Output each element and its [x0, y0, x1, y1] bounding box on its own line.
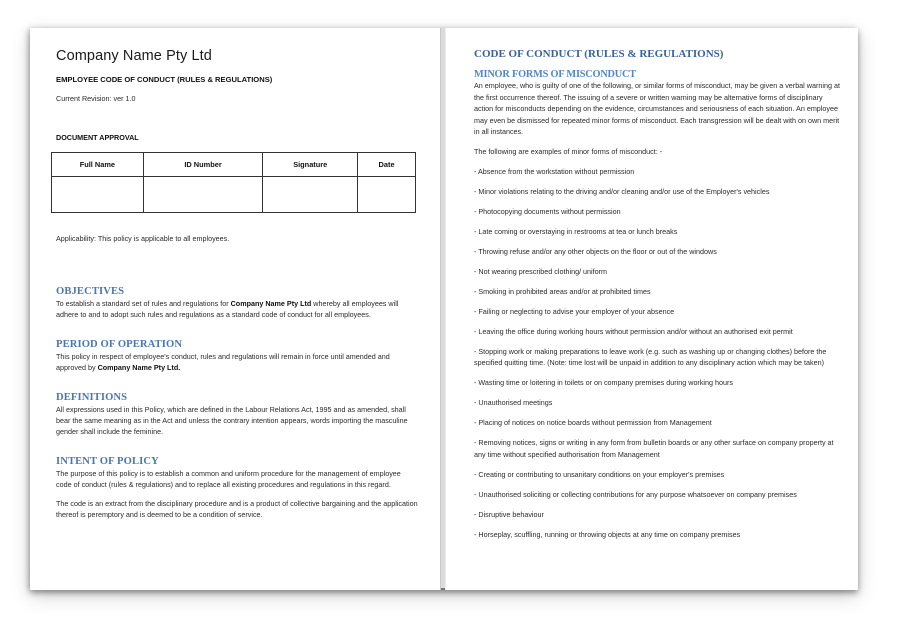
- misconduct-intro: An employee, who is guilty of one of the following, or similar forms of misconduct, may be given a verbal warning at the first occurrence thereof. The issuing of a severe or written warning may be alternative forms of disciplinary action for misconducts depending on the evidence, circumstances and seriousness of each situation. An employee may even be dismissed for repeated minor forms of misconduct. Each transgression will be dealt with on own merit in all instances.: [474, 81, 840, 137]
- list-item: - Failing or neglecting to advise your employer of your absence: [474, 306, 675, 316]
- list-item: - Minor violations relating to the driving and/or cleaning and/or use of the Employer's vehicles: [474, 186, 770, 196]
- table-row: [52, 177, 416, 213]
- section-objectives: [56, 286, 418, 321]
- section-body: The purpose of this policy is to establish a common and uniform procedure for the management of employee code of conduct (rules & regulations) and to replace all existing procedures and regulations in this regard.: [56, 468, 401, 490]
- cell-id-number[interactable]: [143, 177, 263, 213]
- list-item: - Unauthorised meetings: [474, 398, 553, 408]
- header-date: Date: [358, 153, 416, 177]
- table-header-row: [52, 153, 416, 177]
- examples-lead: The following are examples of minor forms of misconduct: -: [474, 146, 663, 156]
- list-item: - Absence from the workstation without permission: [474, 166, 635, 176]
- page-2-content: [474, 48, 842, 549]
- cell-full-name[interactable]: [52, 177, 144, 213]
- company-title: Company Name Pty Ltd: [56, 48, 212, 64]
- document-approval-table: [51, 152, 416, 213]
- document-heading: EMPLOYEE CODE OF CONDUCT (RULES & REGULATIONS): [56, 75, 273, 84]
- code-of-conduct-heading: CODE OF CONDUCT (RULES & REGULATIONS): [474, 48, 724, 60]
- section-heading: PERIOD OF OPERATION: [56, 338, 183, 350]
- gutter-marker: [441, 588, 445, 590]
- page-1-content: [56, 48, 418, 538]
- section-heading: INTENT OF POLICY: [56, 455, 159, 467]
- text: To establish a standard set of rules and regulations for: [56, 299, 231, 308]
- list-item: - Leaving the office during working hours without permission and/or without an authorised exit permit: [474, 326, 793, 336]
- section-body: [56, 298, 418, 321]
- document-approval-label: DOCUMENT APPROVAL: [56, 133, 139, 142]
- section-body: [56, 351, 418, 374]
- text: whereby all employees will adhere to and to adopt such rules and regulations as a standard code of conduct for all employees.: [56, 299, 399, 320]
- company-name-bold: Company Name Pty Ltd.: [97, 363, 181, 373]
- page-1: [30, 28, 440, 590]
- section-body: All expressions used in this Policy, which are defined in the Labour Relations Act, 1995 and as amended, shall bear the same meaning as in the Act and unless the contrary intention appears, words importing the masculine gender shall include the feminine.: [56, 404, 408, 437]
- list-item: - Smoking in prohibited areas and/or at prohibited times: [474, 286, 651, 296]
- document-spread: [30, 28, 858, 590]
- list-item: - Unauthorised soliciting or collecting contributions for any purpose whatsoever on company premises: [474, 489, 797, 499]
- text: This policy in respect of employee's conduct, rules and regulations will remain in force until amended and approved by: [56, 351, 390, 373]
- page-2: [446, 28, 858, 590]
- list-item: - Stopping work or making preparations to leave work (e.g. such as washing up or changing clothes) before the specified quitting time. (Note: time lost will be unpaid in addition to any disciplinary action which may be taken): [474, 346, 827, 368]
- header-signature: Signature: [263, 153, 358, 177]
- section-definitions: [56, 392, 418, 438]
- list-item: - Throwing refuse and/or any other objects on the floor or out of the windows: [474, 246, 717, 256]
- header-id-number: ID Number: [143, 153, 263, 177]
- section-heading: OBJECTIVES: [56, 286, 125, 297]
- list-item: - Removing notices, signs or writing in any form from bulletin boards or any other surface on company property at any time without specified authorisation from Management: [474, 438, 834, 459]
- list-item: - Creating or contributing to unsanitary conditions on your employer's premises: [474, 469, 725, 479]
- current-revision: Current Revision: ver 1.0: [56, 94, 136, 103]
- list-item: - Not wearing prescribed clothing/ uniform: [474, 266, 608, 276]
- list-item: - Late coming or overstaying in restrooms at tea or lunch breaks: [474, 226, 678, 236]
- section-intent-of-policy: [56, 456, 418, 521]
- list-item: - Photocopying documents without permission: [474, 206, 621, 216]
- minor-misconduct-heading: MINOR FORMS OF MISCONDUCT: [474, 69, 636, 80]
- header-full-name: Full Name: [52, 153, 144, 177]
- applicability-statement: Applicability: This policy is applicable to all employees.: [56, 234, 230, 243]
- list-item: - Disruptive behaviour: [474, 509, 544, 519]
- cell-date[interactable]: [358, 177, 416, 213]
- list-item: - Wasting time or loitering in toilets or on company premises during working hours: [474, 378, 733, 388]
- company-name-bold: Company Name Pty Ltd: [230, 299, 312, 308]
- misconduct-list: [474, 166, 842, 540]
- section-period-of-operation: [56, 339, 418, 374]
- section-body: The code is an extract from the disciplinary procedure and is a product of collective bargaining and the application thereof is peremptory and is deemed to be a condition of service.: [56, 498, 418, 520]
- list-item: - Horseplay, scuffling, running or throwing objects at any time on company premises: [474, 529, 741, 539]
- section-heading: DEFINITIONS: [56, 391, 128, 403]
- list-item: - Placing of notices on notice boards without permission from Management: [474, 418, 712, 428]
- cell-signature[interactable]: [263, 177, 358, 213]
